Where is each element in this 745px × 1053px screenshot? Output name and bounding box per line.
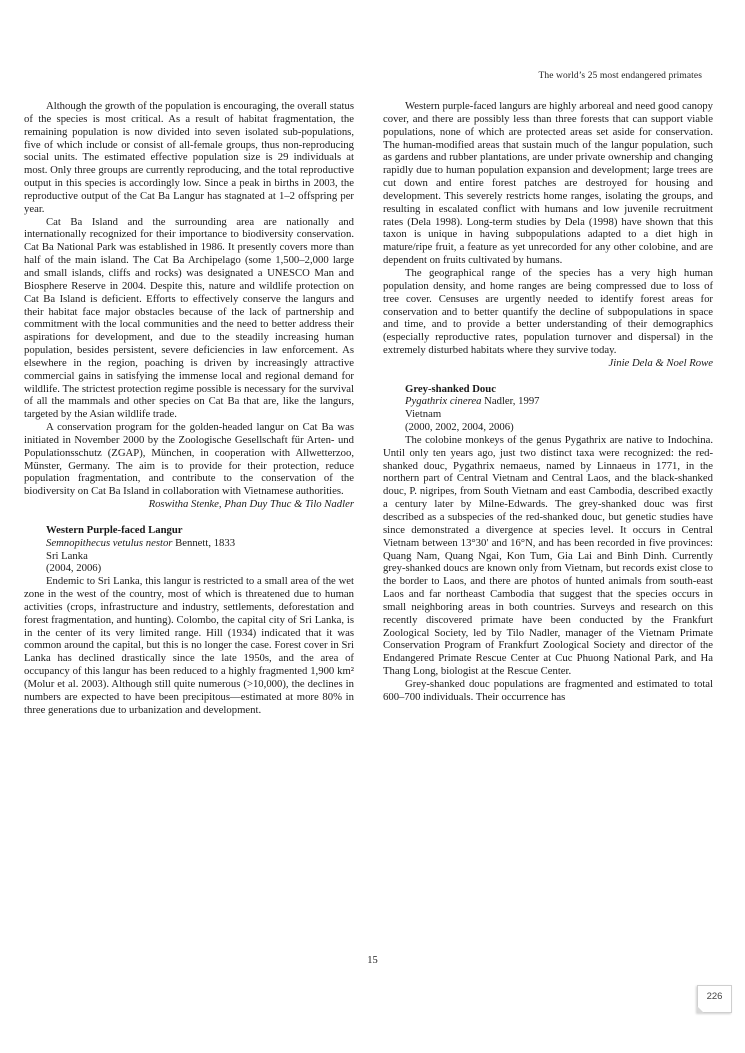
paragraph: Although the growth of the population is encouraging, the overall status of the species is most critical. As a result of habitat fragmentation, the remaining population is now divided into seven isolated sub-populations, five of which include or consist of all-female groups, thus non-reproducing social units. The estimated effective population size is 29 individuals at most. Only three groups are currently reproducing, and the total reproductive output in this species is accordingly low. Since a peak in births in 2003, the reproductive output of the Cat Ba Langur has stagnated at 1–2 offspring per year. <box>24 100 354 215</box>
page-count-stamp: 226 <box>697 985 732 1013</box>
scientific-name: Semnopithecus vetulus nestor <box>46 536 173 549</box>
species-title: Western Purple-faced Langur <box>46 523 183 536</box>
species-name-line <box>383 395 713 408</box>
paragraph: The geographical range of the species has a very high human population density, and home ranges are being compressed due to loss of tree cover. Censuses are urgently needed to identify forest areas for conservation and to better quantify the decline of subpopulations in space and time, and to provide a better understanding of their demographics (especially reproductive rates, population turnover and dispersal) in the extremely disturbed habitats where they survive today. <box>383 266 713 357</box>
paragraph: A conservation program for the golden-headed langur on Cat Ba was initiated in November 2000 by the Zoologische Gesellschaft für Arten- und Populationsschutz (ZGAP), München, in cooperation with Allwetterzoo, Münster, Germany. The aim is to provide for their protection, reduce population fragmentation, and contribute to the conservation of the biodiversity on Cat Ba Island in collaboration with Vietnamese authorities. <box>24 421 354 498</box>
paragraph: Cat Ba Island and the surrounding area are nationally and internationally recognized for their importance to biodiversity conservation. Cat Ba National Park was established in 1986. It presently covers more than half of the main island. The Cat Ba Archipelago (some 1,500–2,000 large and small islands, cliffs and rocks) was designated a UNESCO Man and Biosphere Reserve in 2004. Despite this, nature and wildlife protection on Cat Ba Island is deficient. Efforts to effectively conserve the langurs and their habitat face major obstacles because of the lack of partnership and commitment with the local communities and the need to better address their aspirations for development, and due to the steadily increasing human population, besides persistent, severe deficiencies in law enforcement. As elsewhere in the region, poaching is driven by increasingly attractive commercial gains in satisfying the immense local and regional demand for wildlife. The strictest protection regime possible is necessary for the survival of all the mammals and other species on Cat Ba that are, like the langurs, targeted by the Asian wildlife trade. <box>24 215 354 421</box>
species-country: Vietnam <box>405 408 442 421</box>
right-column <box>383 100 713 704</box>
author-signature: Roswitha Stenke, Phan Duy Thuc & Tilo Nadler <box>148 498 354 511</box>
species-country: Sri Lanka <box>46 549 88 562</box>
paragraph: Endemic to Sri Lanka, this langur is restricted to a small area of the wet zone in the west of the country, most of which is threatened due to human activities (crops, infrastructure and industry, settlements, deforestation and forest fragmentation, and hunting). Colombo, the capital city of Sri Lanka, is in the center of its very limited range. Hill (1934) indicated that it was common around the capital, but this is no longer the case. Forest cover in Sri Lanka has declined drastically since the late 1950s, and the area of occupancy of this langur has been reduced to a highly fragmented 1,900 km² (Molur et al. 2003). Although still quite numerous (>10,000), the declines in numbers are expected to have been precipitous—estimated at more 80% in three generations due to urbanization and development. <box>24 575 354 716</box>
paragraph: The colobine monkeys of the genus Pygathrix are native to Indochina. Until only ten years ago, just two distinct taxa were recognized: the red-shanked douc, Pygathrix nemaeus, named by Linnaeus in 1771, in the northern part of Central Vietnam and Central Laos, and the black-shanked douc, P. nigripes, from South Vietnam and east Cambodia, described exactly a century later by Milne-Edwards. The grey-shanked douc was first described as a subspecies of the red-shanked douc, but genetic studies have since demonstrated a divergence at species level. It occurs in Central Vietnam between 13°30′ and 16°N, and has been recorded in five provinces: Quang Nam, Quang Ngai, Kon Tum, Gia Lai and Binh Dinh. Currently grey-shanked doucs are known only from Vietnam, but records exist close to the border to Laos, and there are photos of hunted animals from south-east Laos and far northeast Cambodia that suggest that the species occurs in small neighboring areas in both countries. Surveys and research on this recently discovered primate have been conducted by the Frankfurt Zoological Society, led by Tilo Nadler, manager of the Vietnam Primate Conservation Program of Frankfurt Zoological Society and director of the Endangered Primate Rescue Center at Cuc Phuong National Park, and Ha Thang Long, biologist at the Rescue Center. <box>383 433 713 678</box>
species-authority: Bennett, 1833 <box>172 536 236 549</box>
running-header: The world’s 25 most endangered primates <box>538 71 702 81</box>
paragraph: Western purple-faced langurs are highly arboreal and need good canopy cover, and there are possibly less than three forests that can support viable populations, none of which are protected areas set aside for conservation. The human-modified areas that sustain much of the langur population, such as gardens and rubber plantations, are under private ownership and changing rapidly due to human population expansion and development; large trees are cut down and entire forest patches are destroyed for housing and development. This severely restricts home ranges, isolating the groups, and resulting in escalated conflict with humans and low juvenile recruitment rates (Dela 1998). Long-term studies by Dela (1998) have shown that this taxon is unique in having subpopulations adapted to a diet high in mature/ripe fruit, a feature as yet unrecorded for any other colobine, and are dependent on fruits cultivated by humans. <box>383 100 713 267</box>
species-years: (2004, 2006) <box>46 562 102 575</box>
page-number: 15 <box>367 955 378 966</box>
author-signature: Jinie Dela & Noel Rowe <box>608 356 713 369</box>
paragraph: Grey-shanked douc populations are fragmented and estimated to total 600–700 individuals. Their occurrence has <box>383 677 713 703</box>
species-title: Grey-shanked Douc <box>405 382 496 395</box>
species-name-line <box>24 537 354 550</box>
scientific-name: Pygathrix cinerea <box>405 395 482 408</box>
left-column <box>24 100 354 717</box>
species-years: (2000, 2002, 2004, 2006) <box>405 421 514 434</box>
species-authority: Nadler, 1997 <box>481 395 540 408</box>
